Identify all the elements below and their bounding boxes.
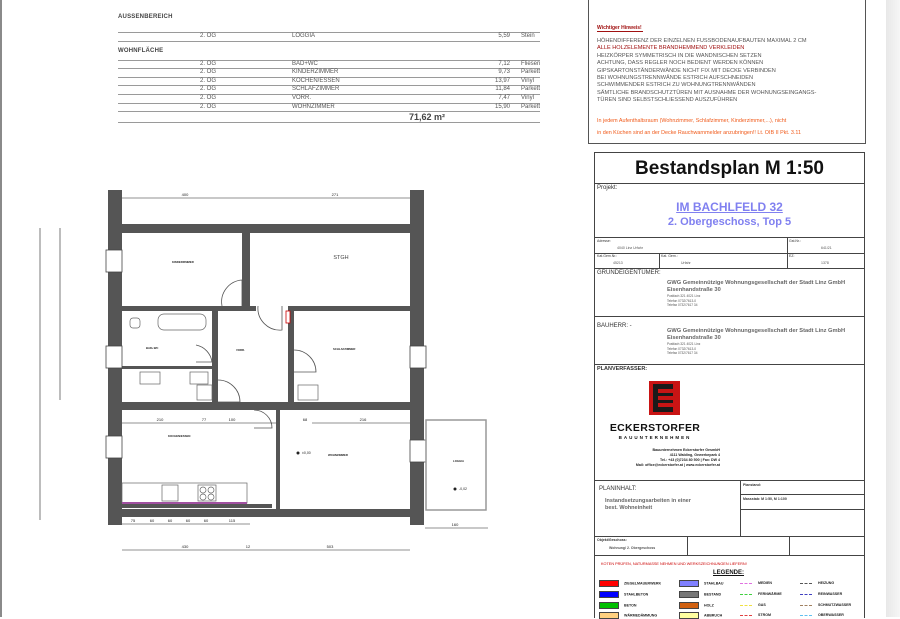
scale-label: Massstab: M 1:50, M 1:100 <box>743 497 787 501</box>
legend-item: ZIEGELMAUERWERK <box>599 580 661 587</box>
gstnr-value: 641/21 <box>821 246 832 250</box>
cell-floor: 2. OG <box>200 86 217 93</box>
svg-text:SCHLAFZIMMER: SCHLAFZIMMER <box>333 347 356 351</box>
client-label: BAUHERR: - <box>597 323 632 329</box>
swatch-icon <box>679 612 699 619</box>
notes-lines <box>597 38 816 105</box>
plan-title: Bestandsplan M 1:50 <box>595 153 864 184</box>
planner-address: Bauunternehmen Eckerstorfer GesmbH 4111 Walding, Gewerbepark 4 Tel.: +43 (0)7234 80 500 | Fax: DW 4 Mail: office@eckerstorfer.at | www.eckerstorfer.at <box>635 448 720 467</box>
object-row <box>595 537 864 556</box>
svg-text:60: 60 <box>167 518 173 523</box>
important-notes-box <box>588 0 866 144</box>
kg-nr-label: Kat.Gem.Nr.: <box>597 254 618 258</box>
legend-item: ABBRUCH <box>679 612 722 619</box>
cell-finish: Parkett <box>521 103 541 110</box>
eckerstorfer-logo-icon <box>649 381 680 415</box>
cell-finish: Fliesen <box>521 60 541 67</box>
svg-text:BAD+WC: BAD+WC <box>146 346 159 350</box>
svg-text:100: 100 <box>228 417 236 422</box>
cell-finish: Stein <box>521 33 535 39</box>
storage-label: STGH <box>333 255 349 261</box>
line-icon <box>740 605 752 606</box>
owner-label: GRUNDEIGENTÜMER: <box>597 270 661 276</box>
legend-line: FERNWÄRME <box>740 592 782 596</box>
table-row <box>118 61 540 70</box>
line-icon <box>800 615 812 616</box>
svg-text:WOHNZIMMER: WOHNZIMMER <box>328 453 348 457</box>
cell-area: 11,84 <box>495 86 510 93</box>
notes-title: Wichtiger Hinweis! <box>597 25 642 31</box>
ez-value: 1378 <box>821 261 829 265</box>
note-line: SCHWIMMENDER ESTRICH ZU WOHNUNGTRENNWÄNDEN <box>597 82 756 89</box>
cell-floor: 2. OG <box>200 94 217 101</box>
cadastral-grid <box>595 238 864 269</box>
viewer-scroll-gutter[interactable] <box>886 0 900 617</box>
legend-item: WÄRMEDÄMMUNG <box>599 612 657 619</box>
gstnr-label: Gst.Nr.: <box>789 239 801 243</box>
cell-floor: 2. OG <box>200 33 217 39</box>
svg-text:60: 60 <box>149 518 155 523</box>
svg-text:75: 75 <box>130 518 136 523</box>
object-label: Objekt/Geschoss: <box>597 538 627 542</box>
cell-area: 9,73 <box>498 69 510 76</box>
svg-text:60: 60 <box>185 518 191 523</box>
cell-room: BAD+WC <box>292 60 318 67</box>
note-line: HÖHENDIFFERENZ DER EINZELNEN FUSSBODENAUFBAUTEN MAXIMAL 2 CM <box>597 38 807 44</box>
note-line: SÄMTLICHE BRANDSCHUTZTÜREN MIT AUSNAHME DER WOHNUNGSEINGANGS- <box>597 89 817 96</box>
cell-floor: 2. OG <box>200 69 217 76</box>
legend-line: STROM <box>740 613 771 617</box>
planner-brand: ECKERSTORFER <box>609 422 701 434</box>
project-label: Projekt: <box>597 185 618 191</box>
dimension-check-warning: KOTEN PRÜFEN, NATURMASSE NEHMEN UND WERKSZEICHNUNGEN LIEFERN! <box>601 562 747 566</box>
svg-text:400: 400 <box>181 192 189 197</box>
table-row <box>118 95 540 104</box>
section-outdoor-heading: AUSSENBEREICH <box>118 14 173 20</box>
cell-area: 7,12 <box>498 60 510 67</box>
line-icon <box>740 594 752 595</box>
table-row <box>118 78 540 87</box>
legend-line: OBERWASSER <box>800 613 844 617</box>
cell-room: SCHLAFZIMMER <box>292 86 340 93</box>
floor-plan-drawing <box>0 180 590 560</box>
line-icon <box>800 605 812 606</box>
planner-label: PLANVERFASSER: <box>597 366 648 372</box>
svg-text:160: 160 <box>451 522 459 527</box>
svg-text:68: 68 <box>302 417 308 422</box>
client-section <box>595 317 864 365</box>
svg-text:12: 12 <box>245 544 251 549</box>
smoke-detector-note-2: in den Küchen sind an der Decke Rauchwarnmelder anzubringen!! Lt. OIB II Pkt. 3.11 <box>597 130 801 136</box>
legend-line: REINWASSER <box>800 592 842 596</box>
address-label: Adresse: <box>597 239 611 243</box>
legend-line: MEDIEN <box>740 581 772 585</box>
cell-finish: Parkett <box>521 69 541 76</box>
cell-finish: Vinyl <box>521 94 534 101</box>
project-floor: 2. Obergeschoss, Top 5 <box>667 216 792 228</box>
svg-text:77: 77 <box>201 417 207 422</box>
kg-nr-value: 45213 <box>613 261 623 265</box>
note-line: HEIZKÖRPER SYMMETRISCH IN DIE WANDNISCHEN SETZEN <box>597 52 762 59</box>
legend-line: HEIZUNG <box>800 581 834 585</box>
swatch-icon <box>599 602 619 609</box>
cell-finish: Vinyl <box>521 77 534 84</box>
client-details: Postfach 321 4021 Linz Telefon 0732/7613-0 Telefax 0732/7617 34 <box>667 342 701 355</box>
room-area-table <box>118 14 540 123</box>
line-icon <box>800 594 812 595</box>
svg-text:±0,00: ±0,00 <box>302 451 311 455</box>
cell-area: 7,47 <box>498 94 510 101</box>
swatch-icon <box>679 580 699 587</box>
owner-name: GWG Gemeinnützige Wohnungsgesellschaft der Stadt Linz GmbH Eisenhandstraße 30 <box>667 280 846 293</box>
note-line: BEI WOHNUNGSTRENNWÄNDE ESTRICH AUFSCHNEIDEN <box>597 75 754 82</box>
cell-room: KOCHEN/ESSEN <box>292 77 340 84</box>
table-row <box>118 86 540 95</box>
swatch-icon <box>599 580 619 587</box>
swatch-icon <box>679 602 699 609</box>
cell-finish: Parkett <box>521 86 541 93</box>
content-text: Instandsetzungsarbeiten in einer best. Wohneinheit <box>605 498 691 511</box>
svg-text:115: 115 <box>228 518 236 523</box>
cell-floor: 2. OG <box>200 103 217 110</box>
cell-floor: 2. OG <box>200 60 217 67</box>
legend-item: BETON <box>599 602 637 609</box>
cell-floor: 2. OG <box>200 77 217 84</box>
svg-text:210: 210 <box>156 417 164 422</box>
client-name: GWG Gemeinnützige Wohnungsgesellschaft der Stadt Linz GmbH Eisenhandstraße 30 <box>667 328 846 341</box>
smoke-detector-note-1: In jedem Aufenthaltsraum (Wohnzimmer, Schlafzimmer, Kinderzimmer,...), nicht <box>597 118 787 124</box>
note-line: GIPSKARTONSTÄNDERWÄNDE NICHT FIX MIT DECKE VERBINDEN <box>597 67 776 74</box>
owner-section <box>595 269 864 317</box>
planstand-label: Planstand: <box>743 483 761 487</box>
table-row <box>118 69 540 78</box>
project-section <box>595 184 864 238</box>
svg-text:271: 271 <box>331 192 339 197</box>
svg-text:LOGGIA: LOGGIA <box>453 459 465 463</box>
title-block <box>594 152 865 618</box>
cell-area: 5,59 <box>498 33 510 39</box>
planner-section <box>595 365 864 481</box>
cell-room: LOGGIA <box>292 33 316 39</box>
svg-text:-0,02: -0,02 <box>459 487 467 491</box>
svg-text:VORR.: VORR. <box>236 348 245 352</box>
table-row <box>118 32 540 42</box>
object-value: Wohnung/ 2. Obergeschoss <box>609 546 656 550</box>
ez-label: EZ: <box>789 254 795 258</box>
line-icon <box>740 583 752 584</box>
cell-room: VORR. <box>292 94 312 101</box>
legend-line: GAS <box>740 603 766 607</box>
note-line: ACHTUNG, DASS REGLER NOCH BEDIENT WERDEN KÖNNEN <box>597 60 764 67</box>
swatch-icon <box>599 591 619 598</box>
legend-item: STAHLBAU <box>679 580 724 587</box>
svg-text:60: 60 <box>203 518 209 523</box>
owner-details: Postfach 321 4021 Linz Telefon 0732/7613-0 Telefax 0732/7617 34 <box>667 294 701 307</box>
swatch-icon <box>679 591 699 598</box>
line-icon <box>740 615 752 616</box>
living-rows <box>118 60 540 112</box>
content-label: PLANINHALT: <box>599 486 637 492</box>
plan-content-section <box>595 481 864 537</box>
note-line-warning: ALLE HOLZELEMENTE BRANDHEMMEND VERKLEIDEN <box>597 45 745 52</box>
line-icon <box>800 583 812 584</box>
cell-area: 13,97 <box>494 77 510 84</box>
svg-text:503: 503 <box>326 544 334 549</box>
svg-text:216: 216 <box>359 417 367 422</box>
note-line: TÜREN SIND SELBSTSCHLIESSEND AUSZUFÜHREN <box>597 97 738 104</box>
legend-item: STAHLBETON <box>599 591 648 598</box>
table-row <box>118 104 540 112</box>
total-area: 71,62 m² <box>408 112 445 123</box>
kg-value: Urfahr <box>681 261 691 265</box>
legend-item: BESTAND <box>679 591 721 598</box>
section-living-heading: WOHNFLÄCHE <box>118 47 164 54</box>
legend-line: SCHMUTZWASSER <box>800 603 851 607</box>
total-row <box>118 111 540 123</box>
kg-label: Kat. Gem.: <box>661 254 678 258</box>
planner-subtitle: BAUUNTERNEHMEN <box>618 435 692 440</box>
cell-room: WOHNZIMMER <box>292 103 335 110</box>
svg-text:430: 430 <box>181 544 189 549</box>
legend-title: LEGENDE: <box>713 570 745 576</box>
swatch-icon <box>599 612 619 619</box>
svg-text:KOCHEN/ESSEN: KOCHEN/ESSEN <box>168 434 191 438</box>
cell-room: KINDERZIMMER <box>292 69 339 76</box>
cell-area: 15,90 <box>494 103 510 110</box>
project-address-link[interactable]: IM BACHLFELD 32 <box>676 200 783 214</box>
address-value: 4040 Linz Urfahr <box>617 246 643 250</box>
legend-item: HOLZ <box>679 602 714 609</box>
svg-text:KINDERZIMMER: KINDERZIMMER <box>172 260 194 264</box>
